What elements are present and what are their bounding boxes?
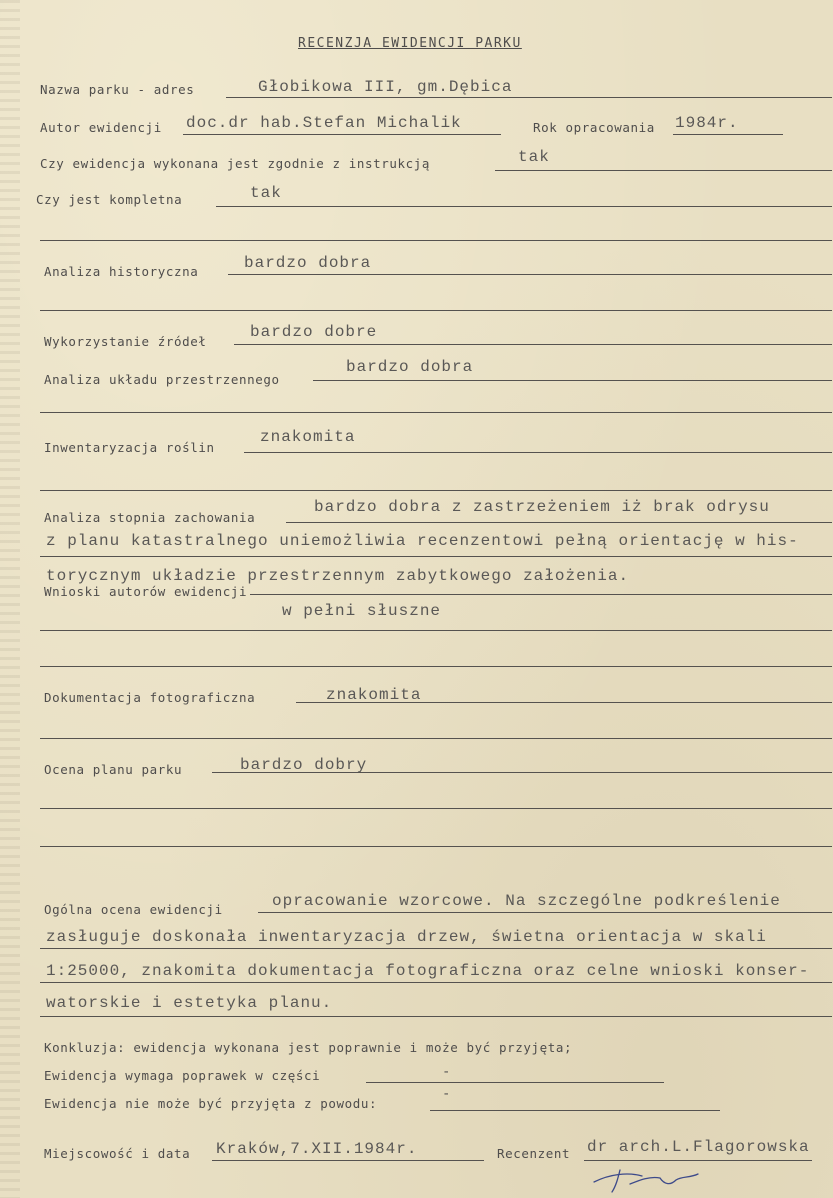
reviewer-label: Recenzent xyxy=(497,1146,571,1161)
preservation-value-1: bardzo dobra z zastrzeżeniem iż brak odrysu xyxy=(314,498,770,516)
name-value: Głobikowa III, gm.Dębica xyxy=(258,78,513,96)
year-label: Rok opracowania xyxy=(533,120,655,135)
preservation-label: Analiza stopnia zachowania xyxy=(44,510,256,525)
blank-line-2 xyxy=(40,310,832,311)
author-label: Autor ewidencji xyxy=(40,120,162,135)
reject-line xyxy=(430,1110,720,1111)
paper-edge xyxy=(0,0,20,1198)
conclusion-statement: Konkluzja: ewidencja wykonana jest poprawnie i może być przyjęta; xyxy=(44,1040,573,1055)
overall-value-4: watorskie i estetyka planu. xyxy=(46,994,333,1012)
blank-line-5 xyxy=(40,630,832,631)
reviewer-signature xyxy=(590,1162,710,1194)
plan-line xyxy=(212,772,832,773)
overall-line-2 xyxy=(40,948,832,949)
reject-label: Ewidencja nie może być przyjęta z powodu: xyxy=(44,1096,378,1111)
photo-value: znakomita xyxy=(326,686,422,704)
photo-label: Dokumentacja fotograficzna xyxy=(44,690,256,705)
conclusions-label: Wnioski autorów ewidencji xyxy=(44,584,248,599)
blank-line-8 xyxy=(40,808,832,809)
blank-line-1 xyxy=(40,240,832,241)
plants-line xyxy=(244,452,832,453)
sources-value: bardzo dobre xyxy=(250,323,378,341)
blank-line-6 xyxy=(40,666,832,667)
sources-line xyxy=(234,344,832,345)
blank-line-9 xyxy=(40,846,832,847)
instruction-value: tak xyxy=(518,148,550,166)
plan-value: bardzo dobry xyxy=(240,756,368,774)
spatial-label: Analiza układu przestrzennego xyxy=(44,372,280,387)
document-title: RECENZJA EWIDENCJI PARKU xyxy=(298,36,522,51)
blank-line-7 xyxy=(40,738,832,739)
corrections-label: Ewidencja wymaga poprawek w części xyxy=(44,1068,321,1083)
year-value: 1984r. xyxy=(675,114,739,132)
complete-value: tak xyxy=(250,184,282,202)
conclusions-line xyxy=(250,594,832,595)
blank-line-4 xyxy=(40,490,832,491)
overall-value-3: 1:25000, znakomita dokumentacja fotograficzna oraz celne wnioski konser- xyxy=(46,962,810,980)
corrections-value: - xyxy=(442,1064,451,1080)
sources-label: Wykorzystanie źródeł xyxy=(44,334,207,349)
plants-label: Inwentaryzacja roślin xyxy=(44,440,215,455)
preservation-line-2 xyxy=(40,556,832,557)
place-label: Miejscowość i data xyxy=(44,1146,191,1161)
overall-line-3 xyxy=(40,982,832,983)
corrections-line xyxy=(366,1082,664,1083)
author-line xyxy=(183,134,501,135)
preservation-value-3: torycznym układzie przestrzennym zabytkowego założenia. xyxy=(46,567,630,585)
instruction-label: Czy ewidencja wykonana jest zgodnie z instrukcją xyxy=(40,156,431,171)
complete-line xyxy=(216,206,832,207)
name-label: Nazwa parku - adres xyxy=(40,82,195,97)
history-value: bardzo dobra xyxy=(244,254,372,272)
preservation-value-2: z planu katastralnego uniemożliwia recenzentowi pełną orientację w his- xyxy=(46,532,799,550)
spatial-value: bardzo dobra xyxy=(346,358,474,376)
place-line xyxy=(212,1160,484,1161)
photo-line xyxy=(296,702,832,703)
overall-line-4 xyxy=(40,1016,832,1017)
overall-value-2: zasługuje doskonała inwentaryzacja drzew, świetna orientacja w skali xyxy=(46,928,767,946)
reviewer-value: dr arch.L.Flagorowska xyxy=(587,1138,810,1156)
plants-value: znakomita xyxy=(260,428,356,446)
reject-value: - xyxy=(442,1086,451,1102)
conclusions-value: w pełni słuszne xyxy=(282,602,442,620)
blank-line-3 xyxy=(40,412,832,413)
author-value: doc.dr hab.Stefan Michalik xyxy=(186,114,462,132)
instruction-line xyxy=(495,170,832,171)
spatial-line xyxy=(313,380,832,381)
overall-value-1: opracowanie wzorcowe. Na szczególne podkreślenie xyxy=(272,892,781,910)
plan-label: Ocena planu parku xyxy=(44,762,183,777)
overall-line-1 xyxy=(258,912,832,913)
name-line xyxy=(226,97,832,98)
overall-label: Ogólna ocena ewidencji xyxy=(44,902,223,917)
reviewer-line xyxy=(584,1160,812,1161)
history-line xyxy=(228,274,832,275)
place-value: Kraków,7.XII.1984r. xyxy=(216,1140,418,1158)
history-label: Analiza historyczna xyxy=(44,264,199,279)
year-line xyxy=(673,134,783,135)
preservation-line-1 xyxy=(286,522,832,523)
complete-label: Czy jest kompletna xyxy=(36,192,183,207)
